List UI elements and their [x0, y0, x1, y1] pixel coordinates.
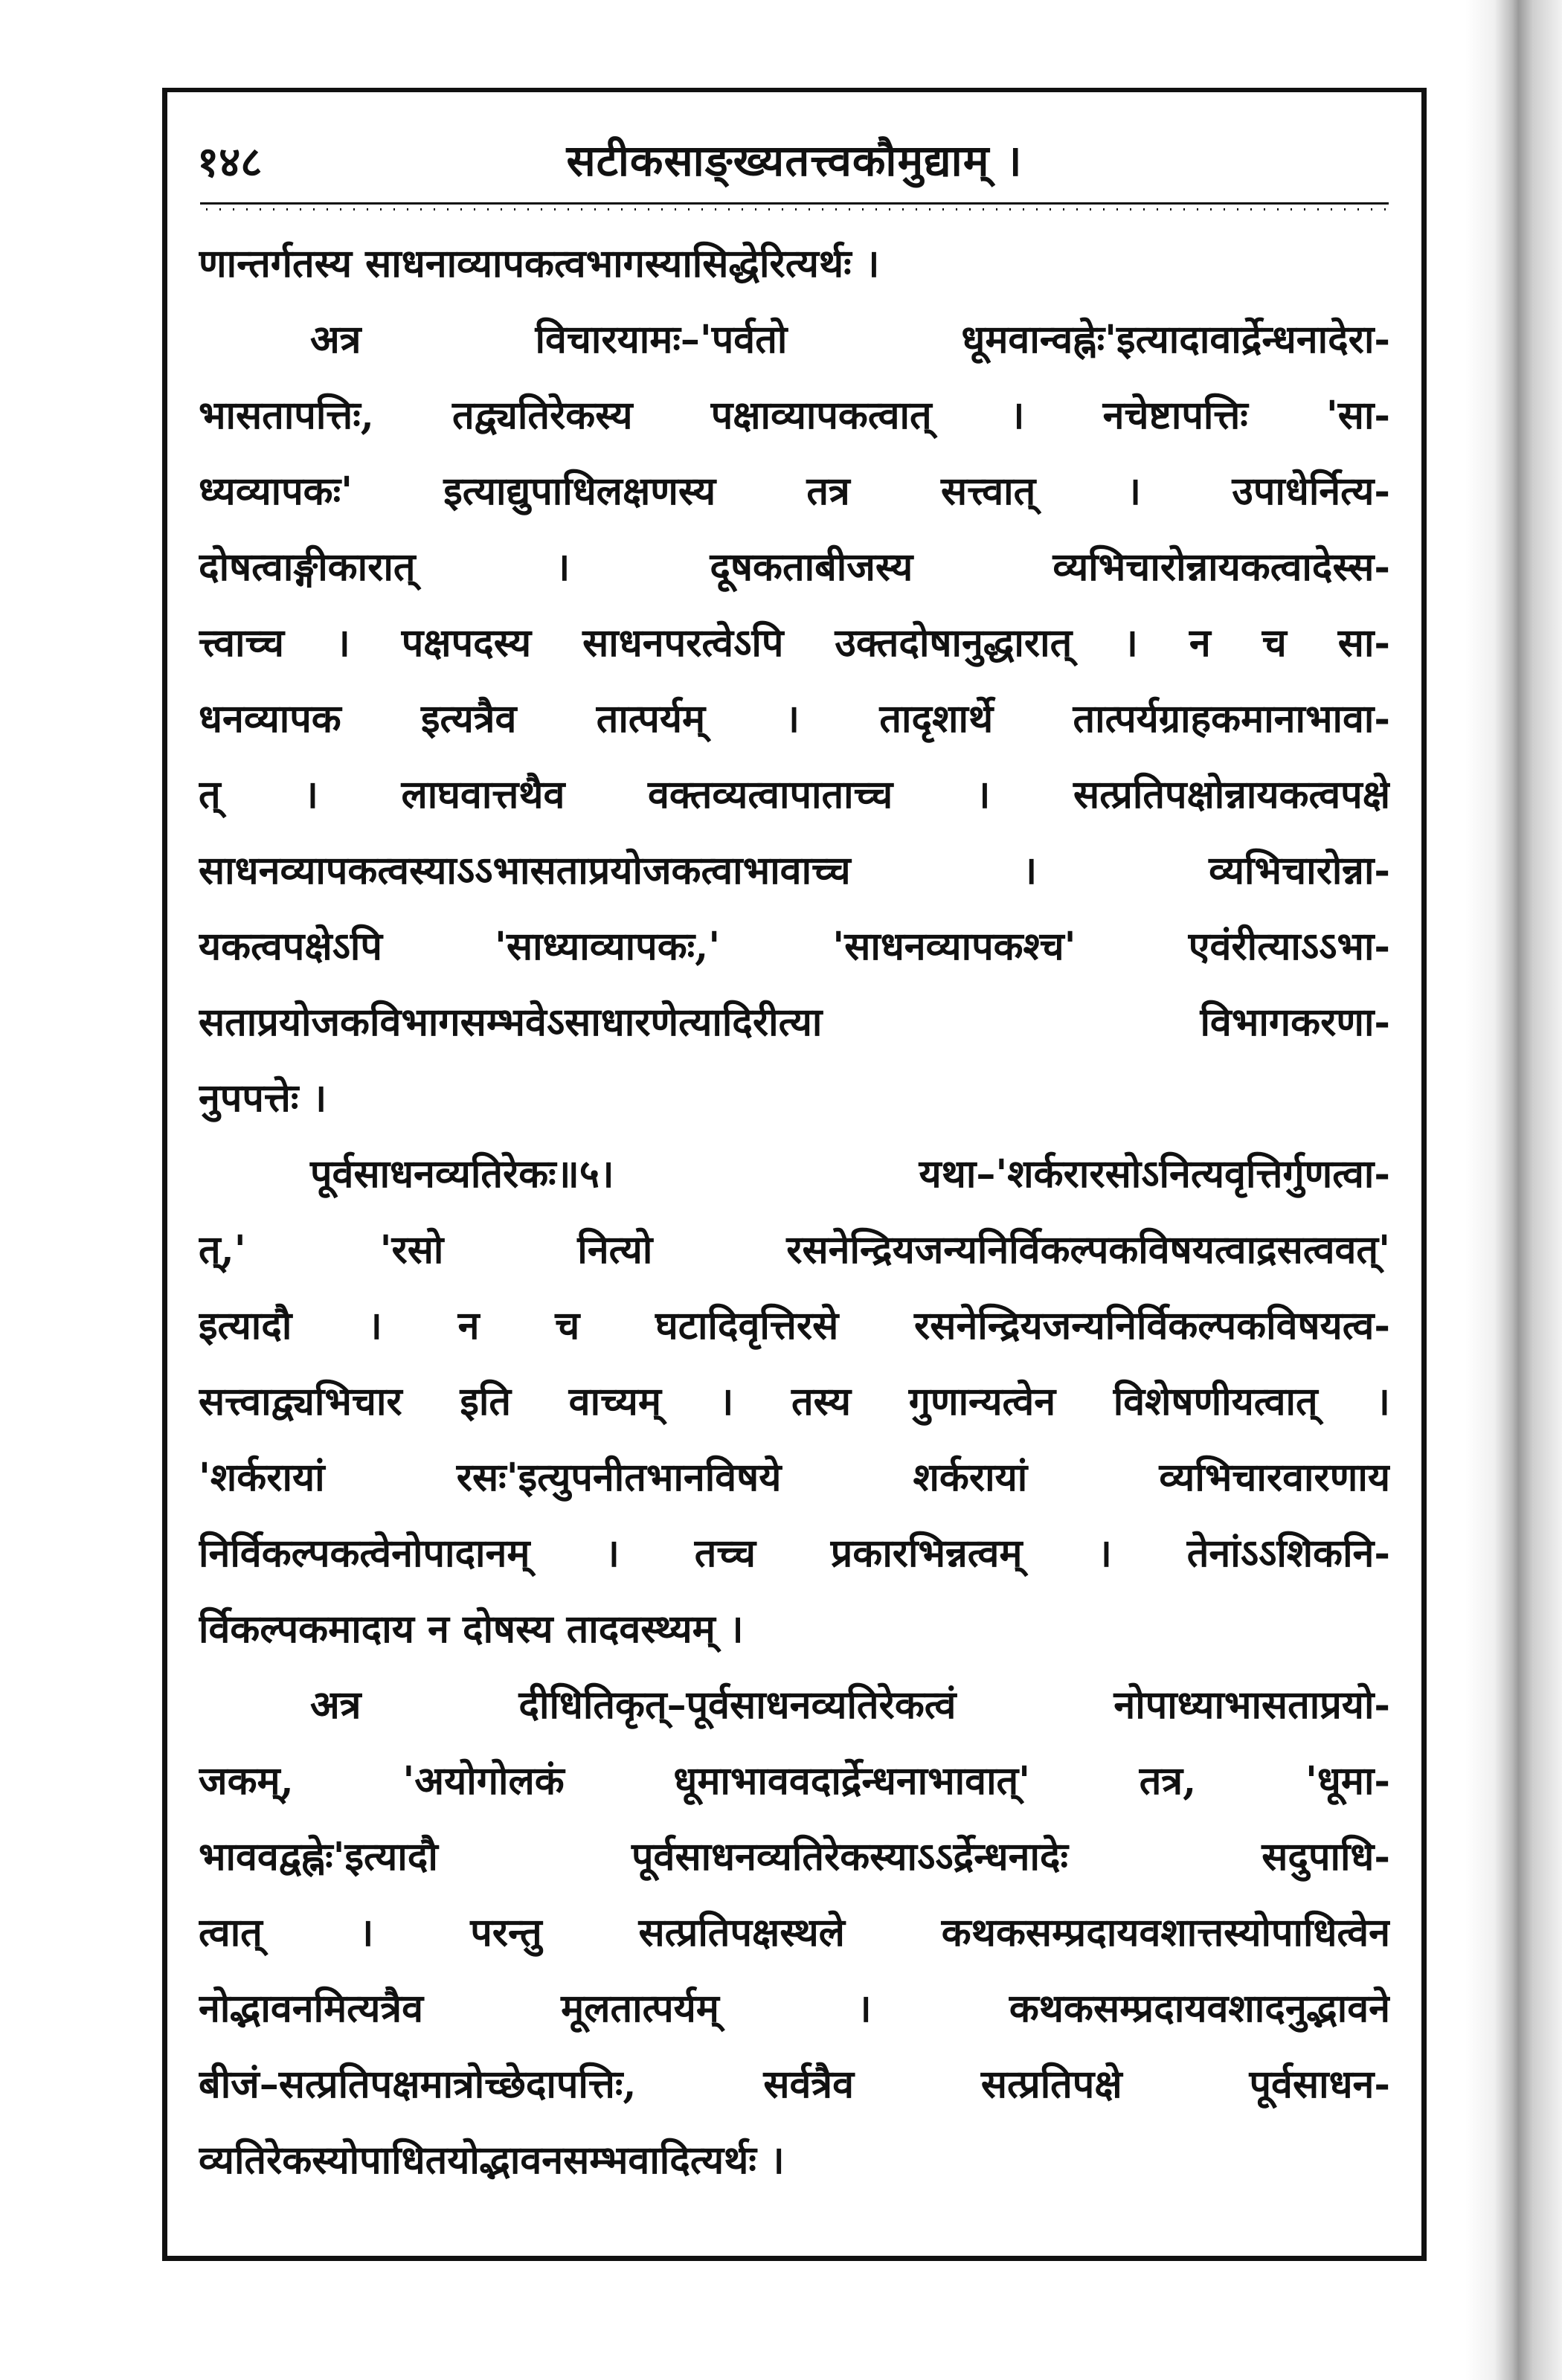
text-line: पूर्वसाधनव्यतिरेकः॥५। यथा–'शर्करारसोऽनित्यवृत्तिर्गुणत्वा-: [310, 1151, 1390, 1197]
page-number: १४८: [197, 138, 263, 187]
text-line: णान्तर्गतस्य साधनाव्यापकत्वभागस्यासिद्धेरित्यर्थः ।: [199, 241, 880, 286]
text-line: र्विकल्पकमादाय न दोषस्य तादवस्थ्यम् ।: [199, 1606, 744, 1652]
text-line: बीजं–सत्प्रतिपक्षमात्रोच्छेदापत्तिः, सर्वत्रैव सत्प्रतिपक्षे पूर्वसाधन-: [199, 2062, 1390, 2107]
text-line: यकत्वपक्षेऽपि 'साध्याव्यापकः,' 'साधनव्यापकश्च' एवंरीत्याऽऽभा-: [199, 924, 1390, 969]
text-line: व्यतिरेकस्योपाधितयोद्भावनसम्भवादित्यर्थः ।: [199, 2138, 785, 2183]
text-line: भासतापत्तिः, तद्व्यतिरेकस्य पक्षाव्यापकत्वात् । नचेष्टापत्तिः 'सा-: [199, 393, 1390, 438]
body-text: [199, 226, 1390, 2199]
text-line: सत्त्वाद्व्यभिचार इति वाच्यम् । तस्य गुणान्यत्वेन विशेषणीयत्वात् ।: [199, 1379, 1390, 1424]
header-rule: [200, 202, 1389, 212]
text-line: नोद्भावनमित्यत्रैव मूलतात्पर्यम् । कथकसम्प्रदायवशादनुद्भावने: [199, 1986, 1390, 2031]
page-header: [197, 122, 1392, 204]
text-line: इत्यादौ । न च घटादिवृत्तिरसे रसनेन्द्रियजन्यनिर्विकल्पकविषयत्व-: [199, 1303, 1390, 1348]
text-line: दोषत्वाङ्गीकारात् । दूषकताबीजस्य व्यभिचारोन्नायकत्वादेस्स-: [199, 544, 1390, 590]
text-line: त्त्वाच्च । पक्षपदस्य साधनपरत्वेऽपि उक्तदोषानुद्धारात् । न च सा-: [199, 620, 1390, 666]
text-line: भाववद्वह्नेः'इत्यादौ पूर्वसाधनव्यतिरेकस्याऽऽर्द्रेन्धनादेः सदुपाधि-: [199, 1834, 1390, 1879]
text-line: सताप्रयोजकविभागसम्भवेऽसाधारणेत्यादिरीत्या विभागकरणा-: [199, 1000, 1390, 1045]
text-line: निर्विकल्पकत्वेनोपादानम् । तच्च प्रकारभिन्नत्वम् । तेनांऽऽशिकनि-: [199, 1531, 1390, 1576]
text-line: अत्र दीधितिकृत्–पूर्वसाधनव्यतिरेकत्वं नोपाध्याभासताप्रयो-: [310, 1682, 1390, 1728]
text-line: त्वात् । परन्तु सत्प्रतिपक्षस्थले कथकसम्प्रदायवशात्तस्योपाधित्वेन: [199, 1910, 1390, 1955]
page-frame: [162, 88, 1427, 2261]
text-line: 'शर्करायां रसः'इत्युपनीतभानविषये शर्करायां व्यभिचारवारणाय: [199, 1455, 1390, 1500]
text-line: साधनव्यापकत्वस्याऽऽभासताप्रयोजकत्वाभावाच्च । व्यभिचारोन्ना-: [199, 848, 1390, 893]
text-line: जकम्, 'अयोगोलकं धूमाभाववदार्द्रेन्धनाभावात्' तत्र, 'धूमा-: [199, 1758, 1390, 1804]
text-line: त् । लाघवात्तथैव वक्तव्यत्वापाताच्च । सत्प्रतिपक्षोन्नायकत्वपक्षे: [199, 772, 1390, 817]
text-line: नुपपत्तेः ।: [199, 1075, 327, 1121]
text-line: त्,' 'रसो नित्यो रसनेन्द्रियजन्यनिर्विकल्पकविषयत्वाद्रसत्ववत्': [199, 1227, 1390, 1273]
running-title: सटीकसाङ्ख्यतत्त्वकौमुद्याम् ।: [566, 135, 1023, 186]
text-line: ध्यव्यापकः' इत्याद्युपाधिलक्षणस्य तत्र सत्त्वात् । उपाधेर्नित्य-: [199, 469, 1390, 514]
scan-edge-shadow: [1465, 0, 1562, 2380]
text-line: अत्र विचारयामः–'पर्वतो धूमवान्वह्नेः'इत्यादावार्द्रेन्धनादेरा-: [310, 317, 1390, 362]
text-line: धनव्यापक इत्यत्रैव तात्पर्यम् । तादृशार्थे तात्पर्यग्राहकमानाभावा-: [199, 696, 1390, 742]
